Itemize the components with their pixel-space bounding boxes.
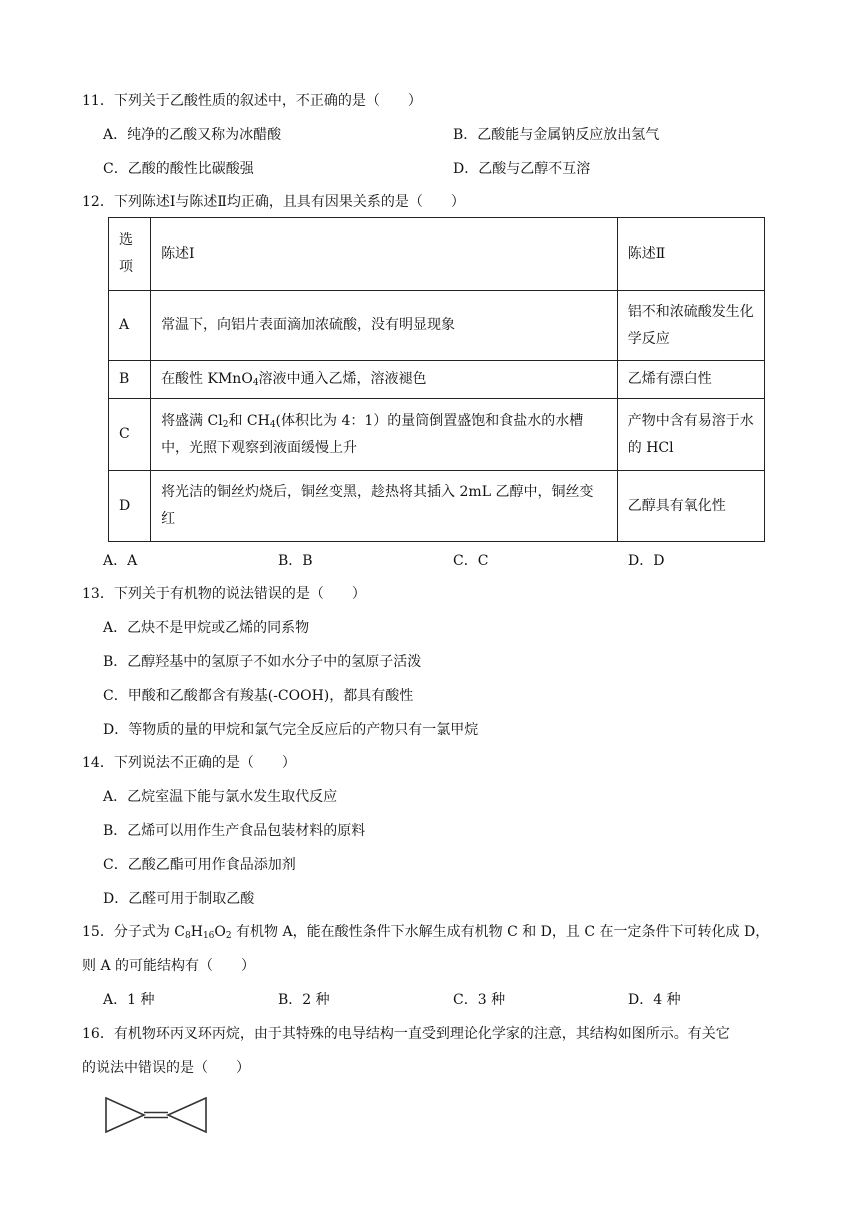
row-b-text-a: 在酸性 KMnO	[161, 371, 253, 387]
q14-stem: 14．下列说法不正确的是（ ）	[82, 755, 296, 771]
q15-sub-3: 2	[225, 931, 232, 941]
row-d-statement-2: 乙醇具有氧化性	[617, 471, 764, 542]
q12-stem: 12．下列陈述Ⅰ与陈述Ⅱ均正确，且具有因果关系的是（ ）	[82, 194, 465, 210]
q11-stem: 11．下列关于乙酸性质的叙述中，不正确的是（ ）	[82, 93, 422, 109]
row-b-option: B	[109, 361, 151, 399]
q11-option-d: D．乙酸与乙醇不互溶	[453, 161, 591, 177]
row-d-statement-1: 将光洁的铜丝灼烧后，铜丝变黑，趁热将其插入 2mL 乙醇中，铜丝变红	[151, 471, 618, 542]
row-c-option: C	[109, 399, 151, 471]
row-c-text-b: 和 CH	[228, 412, 270, 429]
table-header-row	[109, 218, 765, 291]
q15-stem-line1	[82, 921, 769, 941]
q13-option-b: B．乙醇羟基中的氢原子不如水分子中的氢原子活泼	[103, 654, 422, 670]
q15-sub-1: 8	[184, 931, 191, 941]
q11-option-a: A．纯净的乙酸又称为冰醋酸	[103, 127, 282, 143]
table-row	[109, 361, 765, 399]
left-cyclopropane-ring	[106, 1098, 144, 1132]
q15-text-d: 有机物 A，能在酸性条件下水解生成有机物 C 和 D，且 C 在一定条件下可转化成 D，	[231, 924, 770, 940]
row-c-text-a: 将盛满 Cl	[161, 412, 223, 429]
table-row	[109, 291, 765, 361]
q12-table	[108, 217, 765, 542]
q15-stem-line2: 则 A 的可能结构有（ ）	[82, 958, 256, 974]
q15-option-b: B．2 种	[278, 992, 330, 1008]
q15-text-c: O	[214, 924, 226, 940]
row-c-sub-2: 4	[269, 419, 276, 430]
q14-option-b: B．乙烯可以用作生产食品包装材料的原料	[103, 823, 366, 839]
row-a-statement-2: 铝不和浓硫酸发生化学反应	[617, 291, 764, 361]
right-cyclopropane-ring	[168, 1098, 206, 1132]
q15-option-a: A．1 种	[103, 992, 155, 1008]
q12-option-d: D．D	[628, 553, 665, 569]
q16-stem-line1: 16．有机物环丙叉环丙烷，由于其特殊的电导结构一直受到理论化学家的注意，其结构如图所示。有关它	[82, 1026, 730, 1042]
row-b-text-b: 溶液中通入乙烯，溶液褪色	[258, 371, 427, 387]
row-d-option: D	[109, 471, 151, 542]
q15-text-b: H	[190, 924, 203, 940]
cyclopropylidenecyclopropane-structure	[100, 1092, 212, 1138]
row-c-statement-2: 产物中含有易溶于水的 HCl	[617, 399, 764, 471]
row-c-text-c: (体积比为 4：1）的量筒倒置盛饱和食盐水的水槽中，光照下观察到液面缓慢上升	[161, 412, 584, 456]
q15-sub-2: 16	[202, 931, 215, 941]
row-c-statement-1	[151, 399, 618, 471]
q11-option-b: B．乙酸能与金属钠反应放出氢气	[453, 127, 660, 143]
q14-option-a: A．乙烷室温下能与氯水发生取代反应	[103, 789, 338, 805]
q16-stem-line2: 的说法中错误的是（ ）	[82, 1060, 250, 1076]
row-c-sub-1: 2	[222, 419, 229, 430]
q15-text-a: 15．分子式为 C	[82, 924, 185, 940]
q13-option-c: C．甲酸和乙酸都含有羧基(-COOH)，都具有酸性	[103, 688, 414, 704]
row-b-statement-2: 乙烯有漂白性	[617, 361, 764, 399]
row-b-statement-1	[151, 361, 618, 399]
q14-option-d: D．乙醛可用于制取乙酸	[103, 891, 255, 907]
row-b-sub: 4	[252, 378, 259, 388]
header-statement-1: 陈述Ⅰ	[151, 218, 618, 291]
header-statement-2: 陈述Ⅱ	[617, 218, 764, 291]
q12-option-c: C．C	[453, 553, 489, 569]
row-a-statement-1: 常温下，向铝片表面滴加浓硫酸，没有明显现象	[151, 291, 618, 361]
q15-option-d: D．4 种	[628, 992, 681, 1008]
header-option	[109, 218, 151, 291]
q11-option-c: C．乙酸的酸性比碳酸强	[103, 161, 254, 177]
table-row	[109, 399, 765, 471]
header-option-line2: 项	[119, 259, 133, 275]
q15-option-c: C．3 种	[453, 992, 506, 1008]
q13-stem: 13．下列关于有机物的说法错误的是（ ）	[82, 586, 366, 602]
row-a-option: A	[109, 291, 151, 361]
header-option-line1: 选	[119, 232, 133, 248]
q14-option-c: C．乙酸乙酯可用作食品添加剂	[103, 857, 296, 873]
q12-option-a: A．A	[103, 553, 138, 569]
q13-option-a: A．乙炔不是甲烷或乙烯的同系物	[103, 620, 310, 636]
table-row	[109, 471, 765, 542]
q12-option-b: B．B	[278, 553, 313, 569]
q13-option-d: D．等物质的量的甲烷和氯气完全反应后的产物只有一氯甲烷	[103, 722, 479, 738]
